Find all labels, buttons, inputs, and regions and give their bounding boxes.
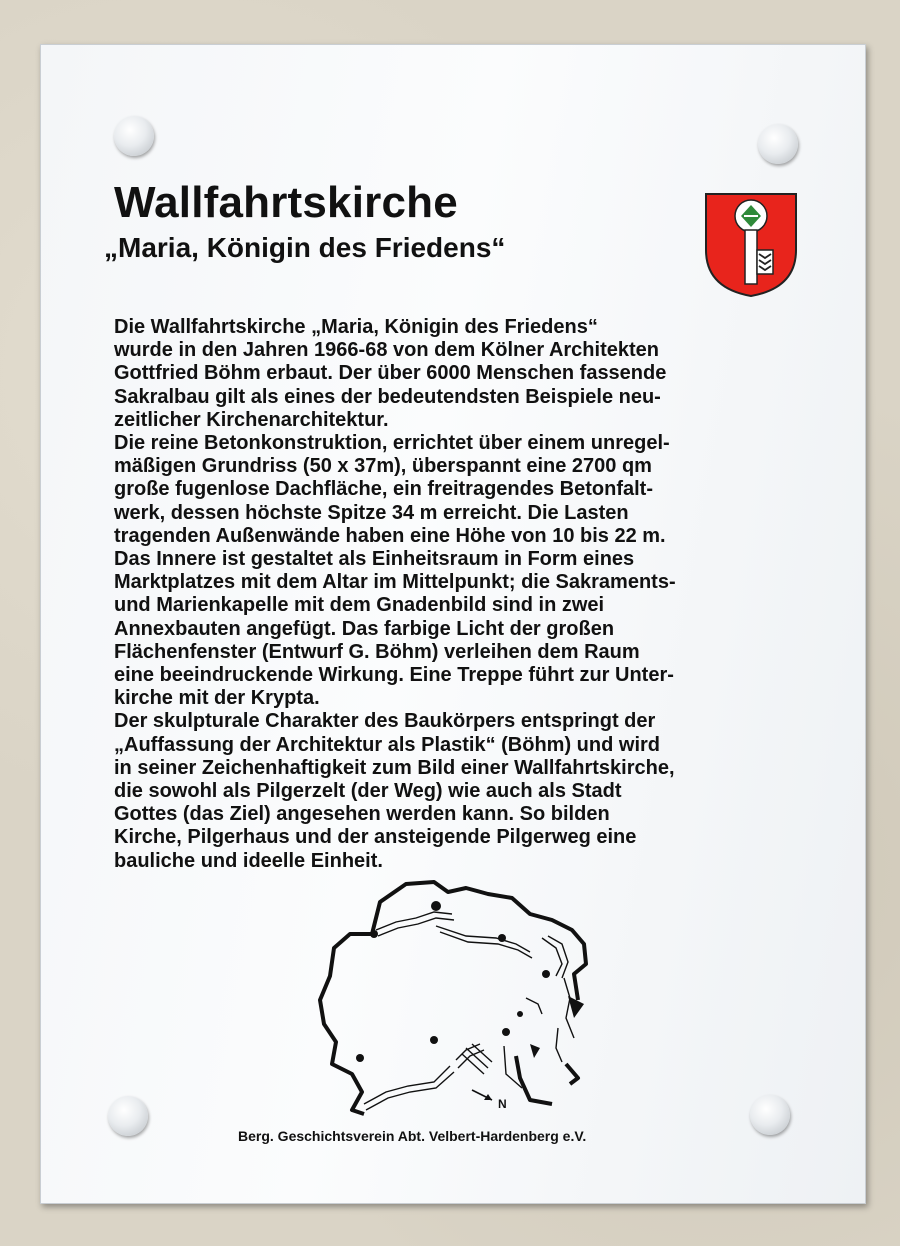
text-line: Der skulpturale Charakter des Baukörpers entspringt der xyxy=(114,710,656,733)
text-line: große fugenlose Dachfläche, ein freitragendes Betonfalt- xyxy=(114,478,653,501)
description-text xyxy=(114,316,804,873)
text-line: mäßigen Grundriss (50 x 37m), überspannt eine 2700 qm xyxy=(114,455,652,478)
coat-of-arms-key-icon xyxy=(704,192,798,298)
text-line: Gottfried Böhm erbaut. Der über 6000 Menschen fassende xyxy=(114,362,667,385)
north-arrow-icon xyxy=(472,1090,507,1111)
text-line: bauliche und ideelle Einheit. xyxy=(114,849,383,872)
plan-inner-lines xyxy=(364,912,574,1110)
text-line: „Auffassung der Architektur als Plastik“ (Böhm) und wird xyxy=(114,733,660,756)
text-line: in seiner Zeichenhaftigkeit zum Bild einer Wallfahrtskirche, xyxy=(114,756,675,779)
text-line: Die Wallfahrtskirche „Maria, Königin des Friedens“ xyxy=(114,316,598,338)
screw-bottom-right xyxy=(750,1095,790,1135)
sign-subtitle: „Maria, Königin des Friedens“ xyxy=(104,232,506,263)
text-line: Kirche, Pilgerhaus und der ansteigende Pilgerweg eine xyxy=(114,826,637,849)
screw-top-right xyxy=(758,124,798,164)
text-line: kirche mit der Krypta. xyxy=(114,687,320,710)
text-line: eine beeindruckende Wirkung. Eine Treppe führt zur Unter- xyxy=(114,664,674,687)
text-line: wurde in den Jahren 1966-68 von dem Kölner Architekten xyxy=(114,339,659,362)
text-line: tragenden Außenwände haben eine Höhe von 10 bis 22 m. xyxy=(114,524,666,547)
text-line: Die reine Betonkonstruktion, errichtet über einem unregel- xyxy=(114,432,670,455)
text-line: und Marienkapelle mit dem Gnadenbild sind in zwei xyxy=(114,594,605,617)
text-line: werk, dessen höchste Spitze 34 m erreicht. Die Lasten xyxy=(114,501,629,524)
church-floor-plan xyxy=(316,878,596,1118)
plan-outer-wall xyxy=(320,882,586,1114)
screw-top-left xyxy=(114,116,154,156)
sign-title: Wallfahrtskirche xyxy=(114,178,458,227)
north-label: N xyxy=(498,1097,507,1111)
plan-pillars xyxy=(356,901,584,1062)
text-line: Gottes (das Ziel) angesehen werden kann. So bilden xyxy=(114,803,610,826)
text-line: Annexbauten angefügt. Das farbige Licht der großen xyxy=(114,617,615,640)
credit-line: Berg. Geschichtsverein Abt. Velbert-Hardenberg e.V. xyxy=(238,1128,587,1144)
text-line: Das Innere ist gestaltet als Einheitsraum in Form eines xyxy=(114,548,635,571)
text-line: Marktplatzes mit dem Altar im Mittelpunkt; die Sakraments- xyxy=(114,571,676,594)
text-line: Sakralbau gilt als eines der bedeutendsten Beispiele neu- xyxy=(114,385,661,408)
text-line: Flächenfenster (Entwurf G. Böhm) verleihen dem Raum xyxy=(114,640,640,663)
screw-bottom-left xyxy=(108,1096,148,1136)
text-line: die sowohl als Pilgerzelt (der Weg) wie auch als Stadt xyxy=(114,780,622,803)
text-line: zeitlicher Kirchenarchitektur. xyxy=(114,408,389,431)
